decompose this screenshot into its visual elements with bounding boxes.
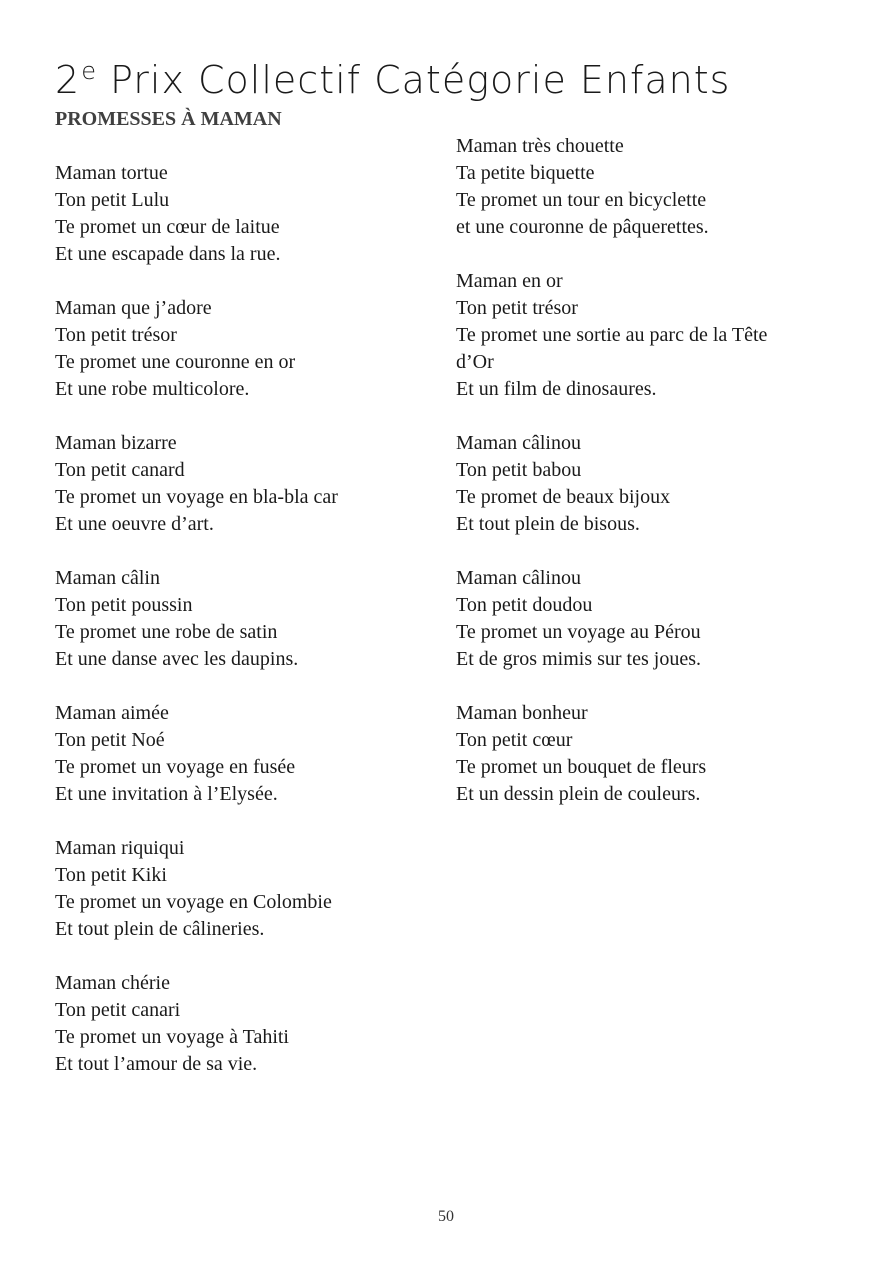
poem-line: Maman câlinou [456,432,581,454]
poem-line: Et tout plein de bisous. [456,513,640,535]
stanza [55,430,445,538]
poem-line: Et tout l’amour de sa vie. [55,1053,258,1075]
poem-line: Ton petit cœur [456,729,573,751]
poem-line: Ton petit canard [55,459,185,481]
poem-line: Ton petit canari [55,999,181,1021]
poem-line: Ta petite biquette [456,162,595,184]
poem-line: Te promet de beaux bijoux [456,486,671,508]
poem-line: Et une escapade dans la rue. [55,243,281,265]
stanza [55,565,445,673]
heading-superscript: e [81,57,97,85]
poem-line: Te promet un voyage à Tahiti [55,1026,289,1048]
poem-line: Ton petit poussin [55,594,193,616]
poem-line: Te promet un bouquet de fleurs [456,756,707,778]
poem-line: Et une invitation à l’Elysée. [55,783,278,805]
poem-line: Et une danse avec les daupins. [55,648,299,670]
stanza [456,430,836,538]
poem-line: Te promet une sortie au parc de la Tête [456,324,768,346]
poem-line: Maman très chouette [456,135,624,157]
poem-line: Maman tortue [55,162,168,184]
poem-line: Te promet un cœur de laitue [55,216,280,238]
stanza [456,565,836,673]
poem-line: Ton petit trésor [456,297,578,319]
poem-line: Te promet un tour en bicyclette [456,189,707,211]
poem-line: Et une oeuvre d’art. [55,513,214,535]
poem-line: et une couronne de pâquerettes. [456,216,709,238]
poem-line: Et de gros mimis sur tes joues. [456,648,701,670]
poem-line: Ton petit Noé [55,729,165,751]
stanza [456,700,836,808]
heading-number: 2 [55,58,81,102]
poem-line: Te promet une robe de satin [55,621,278,643]
stanza [55,295,445,403]
poem-line: Maman que j’adore [55,297,212,319]
poem-line: Et une robe multicolore. [55,378,250,400]
poem-line: Et un dessin plein de couleurs. [456,783,701,805]
poem-line: Ton petit trésor [55,324,177,346]
poem-line: Te promet un voyage en Colombie [55,891,332,913]
poem-line: Maman aimée [55,702,169,724]
poem-line: Ton petit Kiki [55,864,167,886]
stanza [55,835,445,943]
poem-line: Te promet un voyage au Pérou [456,621,701,643]
poem-line: Ton petit doudou [456,594,593,616]
stanza [456,133,836,241]
poem-line: Maman en or [456,270,563,292]
poem-line: Et un film de dinosaures. [456,378,657,400]
poem-line: Ton petit babou [456,459,582,481]
poem-line: Maman câlinou [456,567,581,589]
poem-line: Maman riquiqui [55,837,185,859]
poem-line: Te promet une couronne en or [55,351,296,373]
stanza [55,700,445,808]
poem-line: Maman câlin [55,567,160,589]
poem-line: d’Or [456,351,494,373]
heading-text: Prix Collectif Catégorie Enfants [96,58,731,102]
poem-line: Maman bonheur [456,702,588,724]
poem-line: Te promet un voyage en bla-bla car [55,486,338,508]
stanza [55,970,445,1078]
poem-line: Maman bizarre [55,432,177,454]
poem-line: Te promet un voyage en fusée [55,756,296,778]
poem-title: PROMESSES À MAMAN [55,108,282,130]
stanza [456,268,836,403]
poem-line: Maman chérie [55,972,170,994]
stanza [55,160,445,268]
page-heading [55,46,730,105]
poem-line: Ton petit Lulu [55,189,170,211]
page-number: 50 [438,1208,454,1225]
poem-line: Et tout plein de câlineries. [55,918,265,940]
